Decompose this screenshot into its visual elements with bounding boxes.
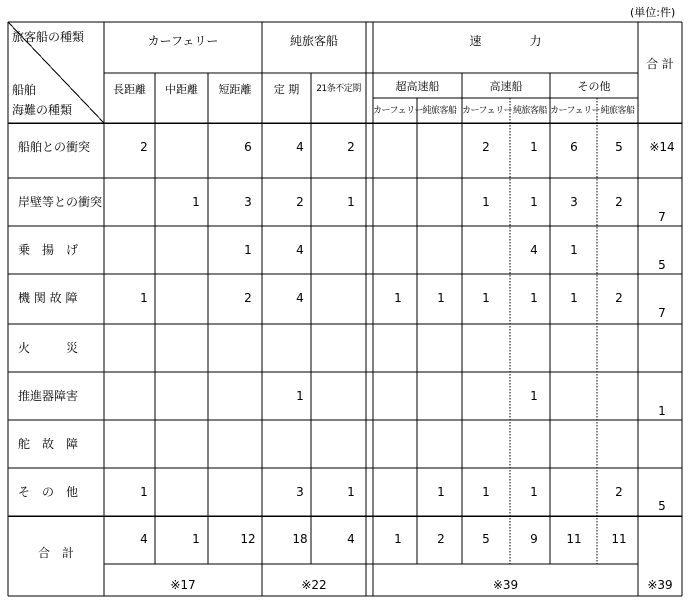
cell: 1 [437,485,445,499]
header-ferry: カーフェリー [147,34,219,48]
cell: 1 [296,389,304,403]
header-other-ferry: カーフェリー [550,106,601,116]
corner-accident-type-label: 海難の種類 [12,103,73,117]
header-ferry-short: 短距離 [218,83,252,96]
total-cell: 5 [482,532,490,546]
cell: 1 [192,195,200,209]
unit-label: (単位:件) [630,6,676,19]
row-total: ※14 [649,140,675,154]
cell: 3 [244,195,252,209]
cell: 1 [570,291,578,305]
speed-sum: ※39 [492,578,519,592]
header-ferry-mid: 中距離 [165,83,198,96]
total-cell: 1 [394,532,402,546]
cell: 1 [530,485,538,499]
row-label-other: そ の 他 [18,485,79,499]
corner-ship-label: 船舶 [12,83,37,97]
total-cell: 4 [347,532,355,546]
cell: 1 [140,291,148,305]
total-cell: 18 [292,532,308,546]
cell: 2 [244,291,252,305]
cell: 1 [347,195,355,209]
total-cell: 4 [140,532,148,546]
cell: 4 [296,243,304,257]
cell: 1 [530,291,538,305]
row-total: 5 [658,499,666,513]
cell: 1 [482,195,490,209]
header-pure-passenger: 純旅客船 [289,34,338,48]
row-label-rudder-failure: 舵 故 障 [18,437,79,451]
cell: 2 [482,140,490,154]
total-cell: 11 [566,532,582,546]
cell: 1 [482,485,490,499]
cell: 3 [296,485,304,499]
row-total: 7 [658,306,666,320]
cell: 1 [530,389,538,403]
header-high-pure: 純旅客船 [512,106,547,116]
cell: 6 [570,140,578,154]
cell: 2 [296,195,304,209]
cell: 2 [615,195,623,209]
header-ferry-long: 長距離 [113,83,146,96]
row-label-engine-failure: 機 関 故 障 [18,291,78,305]
cell: 1 [394,291,402,305]
cell: 1 [244,243,252,257]
cell: 2 [347,140,355,154]
cell: 1 [140,485,148,499]
row-total: 5 [658,258,666,272]
cell: 6 [244,140,252,154]
total-cell: 12 [240,532,256,546]
grand-total: ※39 [647,578,673,592]
total-cell: 9 [530,532,538,546]
pure-sum: ※22 [301,578,327,592]
header-high-speed: 高速船 [489,80,523,93]
ferry-sum: ※17 [170,578,196,592]
cell: 1 [530,195,538,209]
cell: 1 [482,291,490,305]
cell: 1 [570,243,578,257]
cell: 4 [296,140,304,154]
cell: 2 [140,140,148,154]
cell: 2 [615,291,623,305]
header-ultra-pure: 純旅客船 [422,106,457,116]
header-pure-art21: 21条不定期 [316,84,361,94]
row-label-propeller-trouble: 推進器障害 [18,389,79,403]
header-total: 合 計 [646,57,674,71]
row-label-grounding: 乗 揚 げ [18,243,79,257]
header-ultra-high-speed: 超高速船 [395,80,440,93]
totals-label: 合 計 [37,546,74,560]
header-pure-regular: 定 期 [273,83,300,96]
header-other-pure: 純旅客船 [600,106,635,116]
corner-ship-type-label: 旅客船の種類 [12,30,85,44]
row-label-ship-collision: 船舶との衝突 [18,140,91,154]
cell: 5 [615,140,623,154]
cell: 1 [347,485,355,499]
cell: 2 [615,485,623,499]
cell: 1 [437,291,445,305]
header-ultra-ferry: カーフェリー [373,106,424,116]
header-other-speed: その他 [577,80,611,93]
total-cell: 2 [437,532,445,546]
total-cell: 11 [611,532,627,546]
cell: 1 [530,140,538,154]
header-speed: 速 力 [469,34,542,48]
row-label-quay-collision: 岸壁等との衝突 [18,195,103,209]
total-cell: 1 [192,532,200,546]
cell: 3 [570,195,578,209]
header-high-ferry: カーフェリー [462,106,513,116]
row-total: 7 [658,210,666,224]
row-total: 1 [658,404,666,418]
cell: 4 [296,291,304,305]
cell: 4 [530,243,538,257]
row-label-fire: 火 災 [18,341,79,355]
